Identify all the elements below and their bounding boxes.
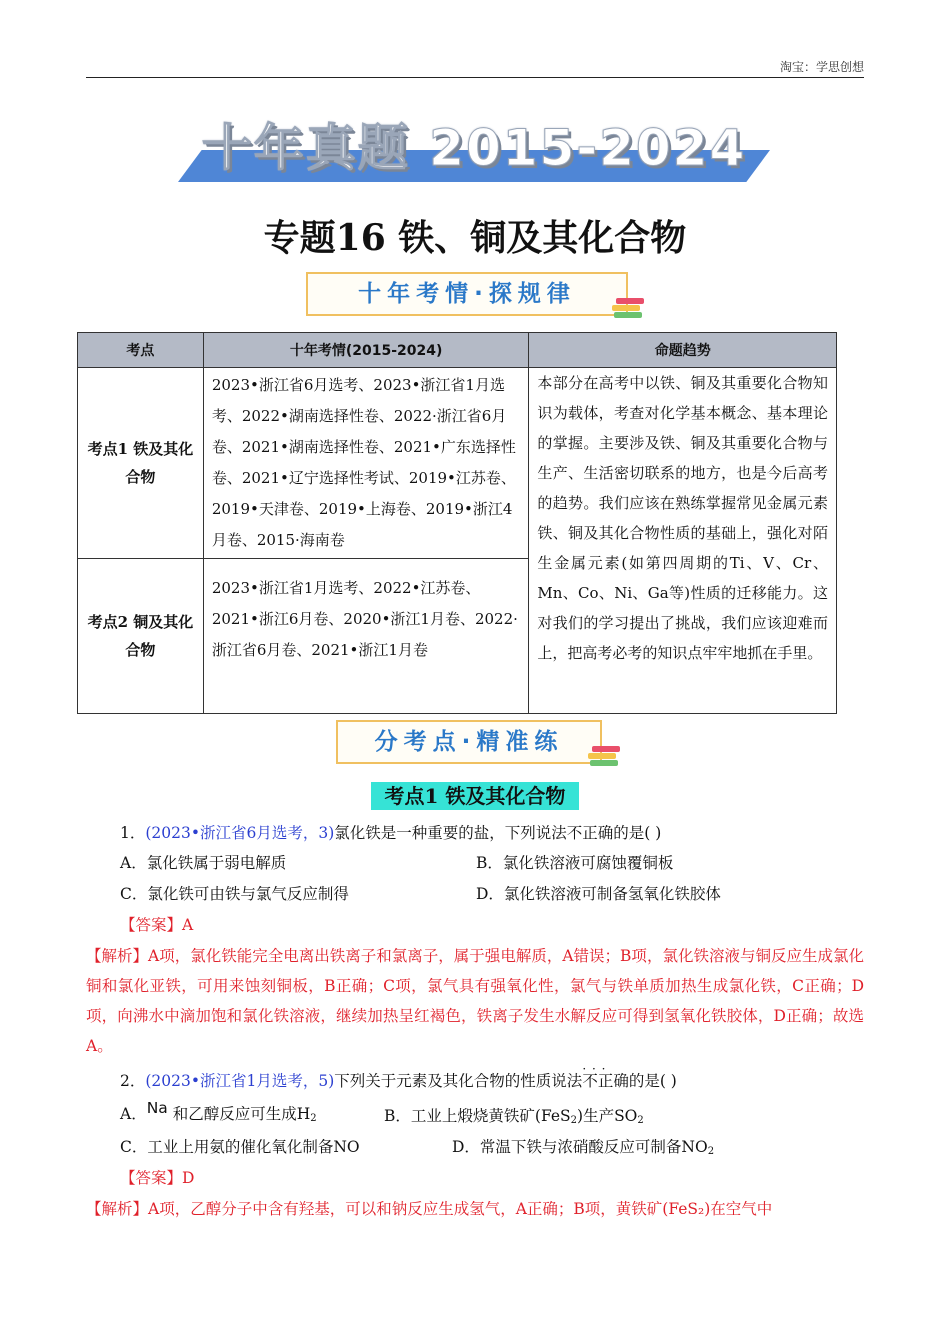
sodium-symbol: Na: [146, 1099, 168, 1117]
books-icon: [588, 746, 618, 772]
option-d: D．氯化铁溶液可制备氢氧化铁胶体: [476, 885, 721, 903]
subscript: 2: [310, 1113, 317, 1124]
col-header-point: 考点: [78, 333, 204, 368]
option-b: B．氯化铁溶液可腐蚀覆铜板: [476, 854, 674, 872]
banner-text: 十年真题 2015-2024: [201, 119, 747, 177]
option-a: A．氯化铁属于弱电解质: [120, 854, 287, 872]
table-row: [78, 368, 837, 559]
kaodian-heading: 考点1 铁及其化合物: [371, 782, 579, 810]
point-cell: 考点2 铜及其化合物: [78, 559, 204, 714]
point-cell: 考点1 铁及其化合物: [78, 368, 204, 559]
header-shop-text: 淘宝：学思创想: [779, 60, 864, 74]
col-header-trend: 命题趋势: [529, 333, 837, 368]
question-source: (2023•浙江省1月选考，5): [145, 1072, 335, 1090]
years-cell: 2023•浙江省1月选考、2022•江苏卷、2021•浙江6月卷、2020•浙江1月卷、2022·浙江省6月卷、2021•浙江1月卷: [203, 559, 529, 714]
analysis: 【解析】A项，乙醇分子中含有羟基，可以和钠反应生成氢气，A正确；B项，黄铁矿(FeS₂)在空气中: [86, 1200, 773, 1218]
question-source: (2023•浙江省6月选考，3): [145, 824, 335, 842]
decade-banner: [178, 118, 770, 186]
question-2-stem: [120, 1070, 677, 1092]
books-icon: [612, 298, 642, 324]
analysis: 【解析】A项，氯化铁能完全电离出铁离子和氯离子，属于强电解质，A错误；B项，氯化铁溶液与铜反应生成氯化铜和氯化亚铁，可用来蚀刻铜板，B正确；C项，氯气具有强氧化性，氯气与铁单质加热生成氯化铁，C正确；D项，向沸水中滴加饱和氯化铁溶液，继续加热呈红褐色，铁离子发生水解反应可得到氢氧化铁胶体，D正确；故选A。: [86, 947, 864, 1055]
question-1-stem: [120, 822, 661, 844]
trend-cell: 本部分在高考中以铁、铜及其重要化合物知识为载体，考查对化学基本概念、基本理论的掌握。主要涉及铁、铜及其重要化合物与生产、生活密切联系的地方，也是今后高考的趋势。我们应该在熟练掌握常见金属元素铁、铜及其化合物性质的基础上，强化对陌生金属元素(如第四周期的Ti、V、Cr、Mn、Co、Ni、Ga等)性质的迁移能力。这对我们的学习提出了挑战，我们应该迎难而上，把高考必考的知识点牢牢地抓在手里。: [529, 368, 837, 714]
question-text: 下列关于元素及其化合物的性质说法: [334, 1072, 583, 1090]
option-text: B．工业上煅烧黄铁矿(FeS: [384, 1107, 571, 1125]
option-d: [452, 1136, 714, 1163]
trend-table: [77, 332, 837, 714]
section-heading-trends: 十年考情·探规律: [306, 272, 628, 316]
answer: 【答案】D: [120, 1169, 195, 1187]
option-text: 和乙醇反应可生成H: [167, 1105, 311, 1123]
years-cell: 2023•浙江省6月选考、2023•浙江省1月选考、2022•湖南选择性卷、2022·浙江省6月卷、2021•湖南选择性卷、2021•广东选择性卷、2021•辽宁选择性考试、2019•江苏卷、2019•天津卷、2019•上海卷、2019•浙江4月卷、2015·海南卷: [203, 368, 529, 559]
section-heading-practice: 分考点·精准练: [336, 720, 602, 764]
subscript: 2: [570, 1115, 578, 1126]
answer: 【答案】A: [120, 916, 194, 934]
option-b: [384, 1105, 644, 1132]
option-c: C．氯化铁可由铁与氯气反应制得: [120, 885, 349, 903]
option-text: D．常温下铁与浓硝酸反应可制备NO: [452, 1138, 708, 1156]
question-number: 1．: [120, 824, 146, 842]
header-divider: [86, 77, 864, 78]
page-title: 专题16 铁、铜及其化合物: [263, 217, 687, 259]
table-header-row: [78, 333, 837, 368]
subscript: 2: [637, 1115, 644, 1126]
option-c: C．工业上用氨的催化氧化制备NO: [120, 1138, 360, 1156]
subscript: 2: [707, 1146, 715, 1157]
option-a: [120, 1099, 317, 1130]
emphasis-text: 不正确 · · ·: [582, 1072, 629, 1090]
option-text: )生产SO: [577, 1107, 638, 1125]
col-header-years: 十年考情(2015-2024): [203, 333, 529, 368]
option-label: A．: [120, 1105, 147, 1123]
question-number: 2．: [120, 1072, 146, 1090]
question-text: 氯化铁是一种重要的盐，下列说法不正确的是( ): [334, 824, 662, 842]
question-text-end: 的是( ): [628, 1072, 677, 1090]
